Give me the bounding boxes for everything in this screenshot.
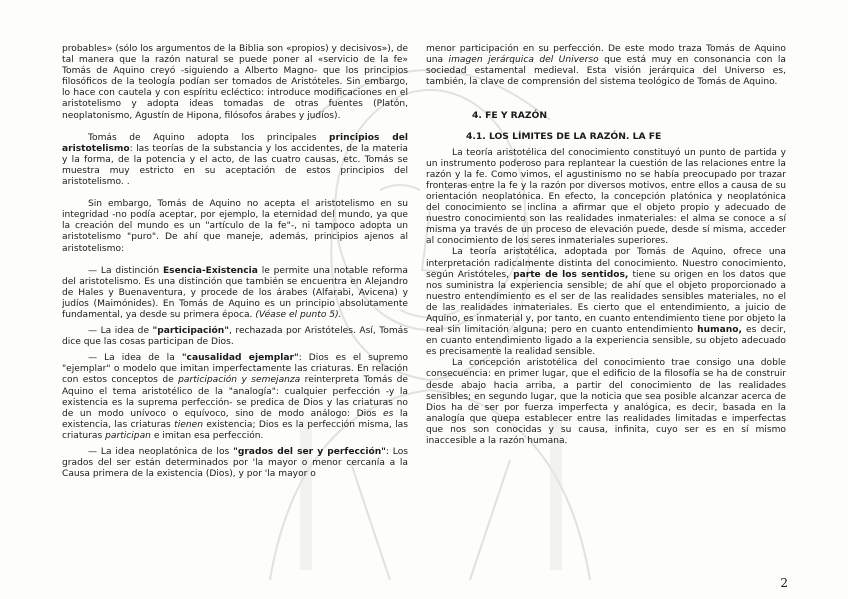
paragraph: Tomás de Aquino adopta los principales principios del aristotelismo: las teorías de la substancia y los accidentes, de la materia y la forma, de la potencia y el acto, de las cuatro causas, etc. Tomás se muestra muy estricto en su aceptación de estos principios del aristotelismo. . bbox=[62, 132, 408, 188]
paragraph: menor participación en su perfección. De este modo traza Tomás de Aquino una imagen jerárquica del Universo que está muy en consonancia con la sociedad estamental medieval. Esta visión jerárquica del Universo es, también, la clave de comprensión del sistema teológico de Tomás de Aquino. bbox=[426, 44, 786, 88]
paragraph: Sin embargo, Tomás de Aquino no acepta el aristotelismo en su integridad -no podía aceptar, por ejemplo, la eternidad del mundo, ya que la creación del mundo es un "artículo de la fe"-, ni tampoco adopta un aristotelismo "puro". De ahí que maneje, además, principios ajenos al aristotelismo: bbox=[62, 199, 408, 254]
list-item: — La idea de la "causalidad ejemplar": Dios es el supremo "ejemplar" o modelo que imitan imperfectamente las criaturas. En relación con estos conceptos de participación y semejanza reinterpreta Tomás de Aquino el tema aristotélico de la "analogía": cualquier perfección -y la existencia es la suprema perfección- se predica de Dios y las criaturas no de un modo unívoco o equívoco, sino de modo análogo: Dios es la existencia, las criaturas tienen existencia; Dios es la perfección misma, las criaturas participan e imitan esa perfección. bbox=[62, 353, 409, 441]
list-item: — La distinción Esencia-Existencia le permite una notable reforma del aristotelismo. Es una distinción que también se encuentra en Alejandro de Hales y Buenaventura, y procede de los árabes (Alfarabi, Avicena) y judíos (Maimónides). En Tomás de Aquino es un principio absolutamente fundamental, ya desde su primera época. (Véase el punto 5). bbox=[62, 265, 408, 320]
paragraph: La concepción aristotélica del conocimiento trae consigo una doble consecuencia: en primer lugar, que el edificio de la filosofía se ha de construir desde abajo hacia arriba, a partir del conocimiento de las realidades sensibles; en segundo lugar, que la noticia que sea posible alcanzar acerca de Dios ha de ser por fuerza imperfecta y analógica, es decir, basada en la analogía que quepa establecer entre las realidades limitadas e imperfectas que nos son conocidas y su causa, infinita, cuyo ser es en sí mismo inaccesible a la razón humana. bbox=[426, 358, 786, 446]
page-number: 2 bbox=[780, 576, 788, 590]
left-column bbox=[62, 44, 408, 480]
paragraph: La teoría aristotélica, adoptada por Tomás de Aquino, ofrece una interpretación radicalmente distinta del conocimiento. Nuestro conocimiento, según Aristóteles, parte de los sentidos, tiene su origen en los datos que nos suministra la experiencia sensible; de ahí que el objeto proporcionado a nuestro entendimiento es el ser de las realidades sensibles materiales, no el de las realidades inmateriales. Es cierto que el entendimiento, a juicio de Aquino, es inmaterial y, por tanto, en cuanto entendimiento tiene por objeto la real sin limitación alguna; pero en cuanto entendimiento humano, es decir, en cuanto entendimiento ligado a la experiencia sensible, su objeto adecuado es precisamente la realidad sensible. bbox=[426, 247, 786, 358]
paragraph: probables» (sólo los argumentos de la Biblia son «propios) y decisivos»), de tal manera que la razón natural se puede poner al «servicio de la fe» Tomás de Aquino creyó -siguiendo a Alberto Magno- que los principios filosóficos de la teología podían ser tomados de Aristóteles. Sin embargo, lo hace con cautela y con espíritu ecléctico: introduce modificaciones en el aristotelismo y adopta ideas tomadas de otras fuentes (Platón, neoplatonismo, Agustín de Hipona, filósofos árabes y judíos). bbox=[62, 44, 408, 121]
section-title: 4. FE Y RAZÓN bbox=[472, 110, 548, 122]
list-item: — La idea de "participación", rechazada por Aristóteles. Así, Tomás dice que las cosas participan de Dios. bbox=[62, 326, 408, 348]
right-column bbox=[426, 44, 786, 447]
subsection-title: 4.1. LOS LÍMITES DE LA RAZÓN. LA FE bbox=[466, 131, 662, 143]
paragraph: La teoría aristotélica del conocimiento constituyó un punto de partida y un instrumento poderoso para replantear la cuestión de las relaciones entre la razón y la fe. Como vimos, el agustinismo no se había preocupado por trazar fronteras entre la fe y la razón por diversos motivos, entre ellos a causa de su orientación neoplatónica. En efecto, la concepción platónica y neoplatónica del conocimiento se inclina a afirmar que el objeto propio y adecuado de nuestro conocimiento son las realidades inmateriales: el alma se conoce a sí misma ya través de un proceso de elevación puede, desde sí misma, acceder al conocimiento de los seres inmateriales superiores. bbox=[426, 147, 786, 247]
list-item: — La idea neoplatónica de los "grados del ser y perfección": Los grados del ser están determinados por 'la mayor o menor cercanía a la Causa primera de la existencia (Dios), y por 'la mayor o bbox=[62, 447, 408, 480]
